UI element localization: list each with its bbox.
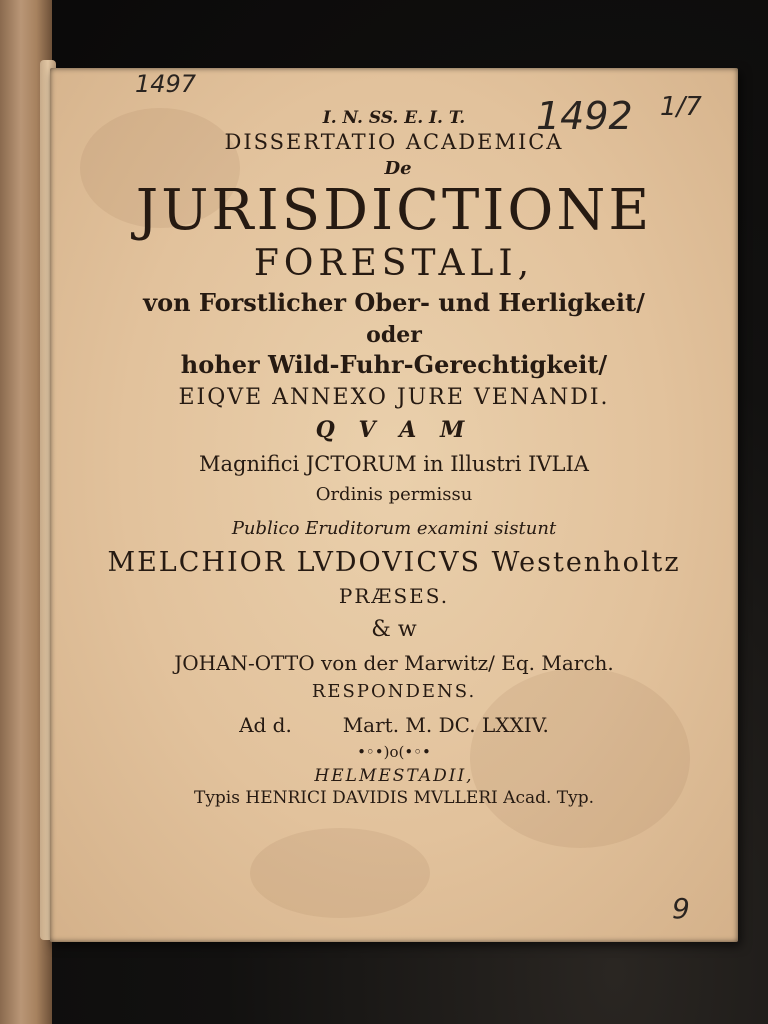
date-line: Ad d. Mart. M. DC. LXXIV. [239,713,549,737]
german-subtitle-1: von Forstlicher Ober- und Herligkeit/ [143,288,645,317]
place-line: HELMESTADII, [314,766,474,786]
praeses-name: MELCHIOR LVDOVICVS Westenholtz [107,547,681,578]
respondens-name: JOHAN-OTTO von der Marwitz/ Eq. March. [174,651,614,675]
magnifici-line: Magnifici JCTORUM in Illustri IVLIA [199,452,589,476]
printer-line: Typis HENRICI DAVIDIS MVLLERI Acad. Typ. [193,788,595,808]
dissertatio-heading: DISSERTATIO ACADEMICA [224,130,564,154]
main-title-line-1: JURISDICTIONE [135,178,653,243]
german-oder: oder [366,322,422,348]
handwritten-mark: 1/7 [660,92,702,122]
german-subtitle-2: hoher Wild-Fuhr-Gerechtigkeit/ [180,350,608,379]
main-title-line-2: FORESTALI, [253,243,535,284]
handwritten-page-number: 9 [672,892,690,925]
eique-line: EIQVE ANNEXO JURE VENANDI. [178,385,610,410]
handwritten-number-top-left: 1497 [135,70,197,98]
et-line: & w [371,617,417,642]
ordinis-line: Ordinis permissu [315,484,473,505]
publico-line: Publico Eruditorum examini sistunt [231,518,557,539]
printer-ornament: •◦•)o(•◦• [357,743,431,761]
paper-stain [250,828,430,918]
respondens-title: RESPONDENS. [311,681,477,702]
handwritten-number-top-right: 1492 [536,94,633,138]
praeses-title: PRÆSES. [338,584,450,608]
quam-line: Q V A M [315,417,473,443]
de-word: De [384,158,412,179]
invocation-line: I. N. SS. E. I. T. [322,108,466,128]
